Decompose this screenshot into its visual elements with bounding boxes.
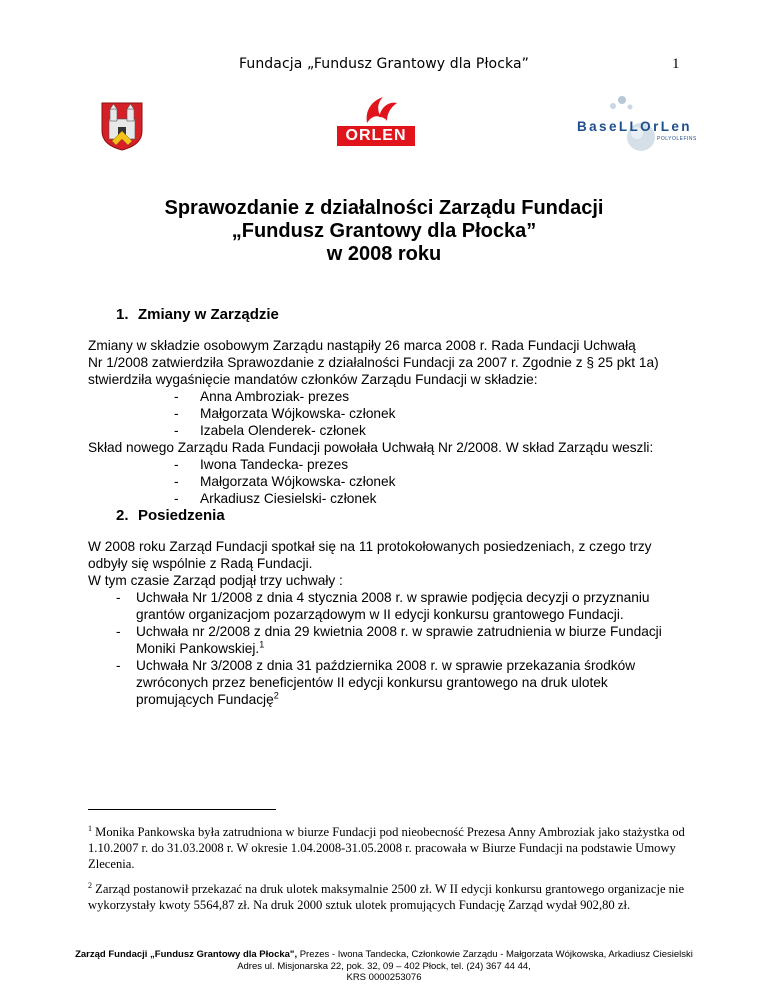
list-item: [116, 589, 713, 623]
basell-orlen-logo-text: BaseLLOrLen: [577, 119, 692, 134]
list-item-line: Moniki Pankowskiej.$^1$: [136, 639, 265, 656]
header-title: Fundacja „Fundusz Grantowy dla Płocka”: [238, 56, 530, 72]
list-item-line: - Uchwała Nr 3/2008 z dnia 31 października 2008 r. w sprawie przekazania środków: [136, 658, 636, 673]
orlen-logo: [337, 93, 415, 149]
section-heading-text: Zmiany w Zarządzie: [138, 306, 279, 323]
list-item: - Arkadiusz Ciesielski- członek: [164, 490, 396, 507]
list-item: - Izabela Olenderek- członek: [164, 422, 396, 439]
list-item-line: zwróconych przez beneficjentów II edycji konkursu grantowego na druk ulotek: [136, 675, 608, 690]
list-item-line: promujących Fundację$^2$: [136, 690, 279, 707]
resolutions-list: [116, 589, 713, 708]
page-number: 1: [672, 56, 680, 72]
section-heading-text: Posiedzenia: [138, 507, 225, 524]
list-item: [116, 657, 713, 708]
paragraph-line: odbyły się wspólnie z Radą Fundacji.: [88, 556, 313, 571]
orlen-logo-text: ORLEN: [337, 126, 415, 146]
paragraph-line: Zmiany w składzie osobowym Zarządu nastąpiły 26 marca 2008 r. Rada Fundacji Uchwałą: [88, 338, 636, 353]
footnote-line: wykorzystały kwoty 5564,87 zł. Na druk 2000 sztuk ulotek promujących Fundację Zarząd wydał 902,80 zł.: [88, 898, 631, 912]
old-board-list: [164, 388, 396, 439]
paragraph-line: W 2008 roku Zarząd Fundacji spotkał się na 11 protokołowanych posiedzeniach, z czego trzy: [88, 539, 652, 554]
paragraph-line: Nr 1/2008 zatwierdziła Sprawozdanie z działalności Fundacji za 2007 r. Zgodnie z § 25 pkt 1a): [88, 355, 659, 370]
footer-address: Adres ul. Misjonarska 22, pok. 32, 09 – 402 Płock, tel. (24) 367 44 44,: [237, 960, 531, 972]
footnote-separator: [88, 809, 276, 810]
basell-orlen-logo: [575, 95, 705, 155]
list-item: - Anna Ambroziak- prezes: [164, 388, 396, 405]
footnote-reference: 2: [273, 690, 279, 701]
document-title: [0, 197, 768, 266]
footnote-line: $^1$ Monika Pankowska była zatrudniona w biurze Fundacji pod nieobecność Prezesa Anny Ambroziak jako stażystka od: [88, 823, 685, 839]
paragraph-line: W tym czasie Zarząd podjął trzy uchwały :: [88, 573, 343, 588]
title-line: w 2008 roku: [326, 243, 442, 265]
footnote-line: Zlecenia.: [88, 857, 135, 871]
new-board-list: [164, 456, 396, 507]
section-2-heading: [116, 507, 225, 524]
list-item: - Małgorzata Wójkowska- członek: [164, 405, 396, 422]
page-footer: [0, 949, 768, 984]
title-line: Sprawozdanie z działalności Zarządu Fundacji: [164, 197, 604, 219]
list-item: - Iwona Tandecka- prezes: [164, 456, 396, 473]
list-item: - Małgorzata Wójkowska- członek: [164, 473, 396, 490]
footnote-line: $^2$ Zarząd postanowił przekazać na druk ulotek maksymalnie 2500 zł. W II edycji konkursu grantowego organizacje nie: [88, 880, 685, 896]
new-board-intro: Skład nowego Zarządu Rada Fundacji powołała Uchwałą Nr 2/2008. W skład Zarządu weszli:: [88, 440, 654, 455]
footnote-line: 1.10.2007 r. do 31.03.2008 r. W okresie 1.04.2008-31.05.2008 r. pracowała w Biurze Fundacji na podstawie Umowy: [88, 841, 676, 855]
section-1-paragraph: [88, 337, 713, 388]
plock-coat-of-arms-logo: [100, 101, 144, 151]
section-number: 1.: [116, 306, 129, 323]
list-item-line: - Uchwała nr 2/2008 z dnia 29 kwietnia 2008 r. w sprawie zatrudnienia w biurze Fundacji: [136, 624, 662, 639]
basell-orlen-logo-subtext: POLYOLEFINS: [657, 136, 697, 142]
section-number: 2.: [116, 507, 129, 524]
list-item: [116, 623, 713, 657]
footnote-2: [88, 881, 716, 913]
footnote-mark: 2: [88, 880, 92, 890]
list-item-line: - Uchwała Nr 1/2008 z dnia 4 stycznia 2008 r. w sprawie podjęcia decyzji o przyznaniu: [136, 590, 650, 605]
footnote-reference: 1: [259, 639, 265, 650]
footer-line: Zarząd Fundacji „Fundusz Grantowy dla Płocka", Prezes - Iwona Tandecka, Członkowie Zarządu - Małgorzata Wójkowska, Arkadiusz Ciesielski: [75, 949, 693, 960]
section-1-heading: [116, 306, 279, 323]
section-2-paragraph: [88, 538, 713, 589]
list-item-line: grantów organizacjom pozarządowym w II edycji konkursu grantowego Fundacji.: [136, 607, 624, 622]
footer-krs: KRS 0000253076: [346, 972, 422, 983]
footnote-mark: 1: [88, 823, 92, 833]
paragraph-line: stwierdziła wygaśnięcie mandatów członków Zarządu Fundacji w składzie:: [88, 372, 538, 387]
footnote-1: [88, 824, 716, 872]
title-line: „Fundusz Grantowy dla Płocka”: [231, 220, 537, 242]
